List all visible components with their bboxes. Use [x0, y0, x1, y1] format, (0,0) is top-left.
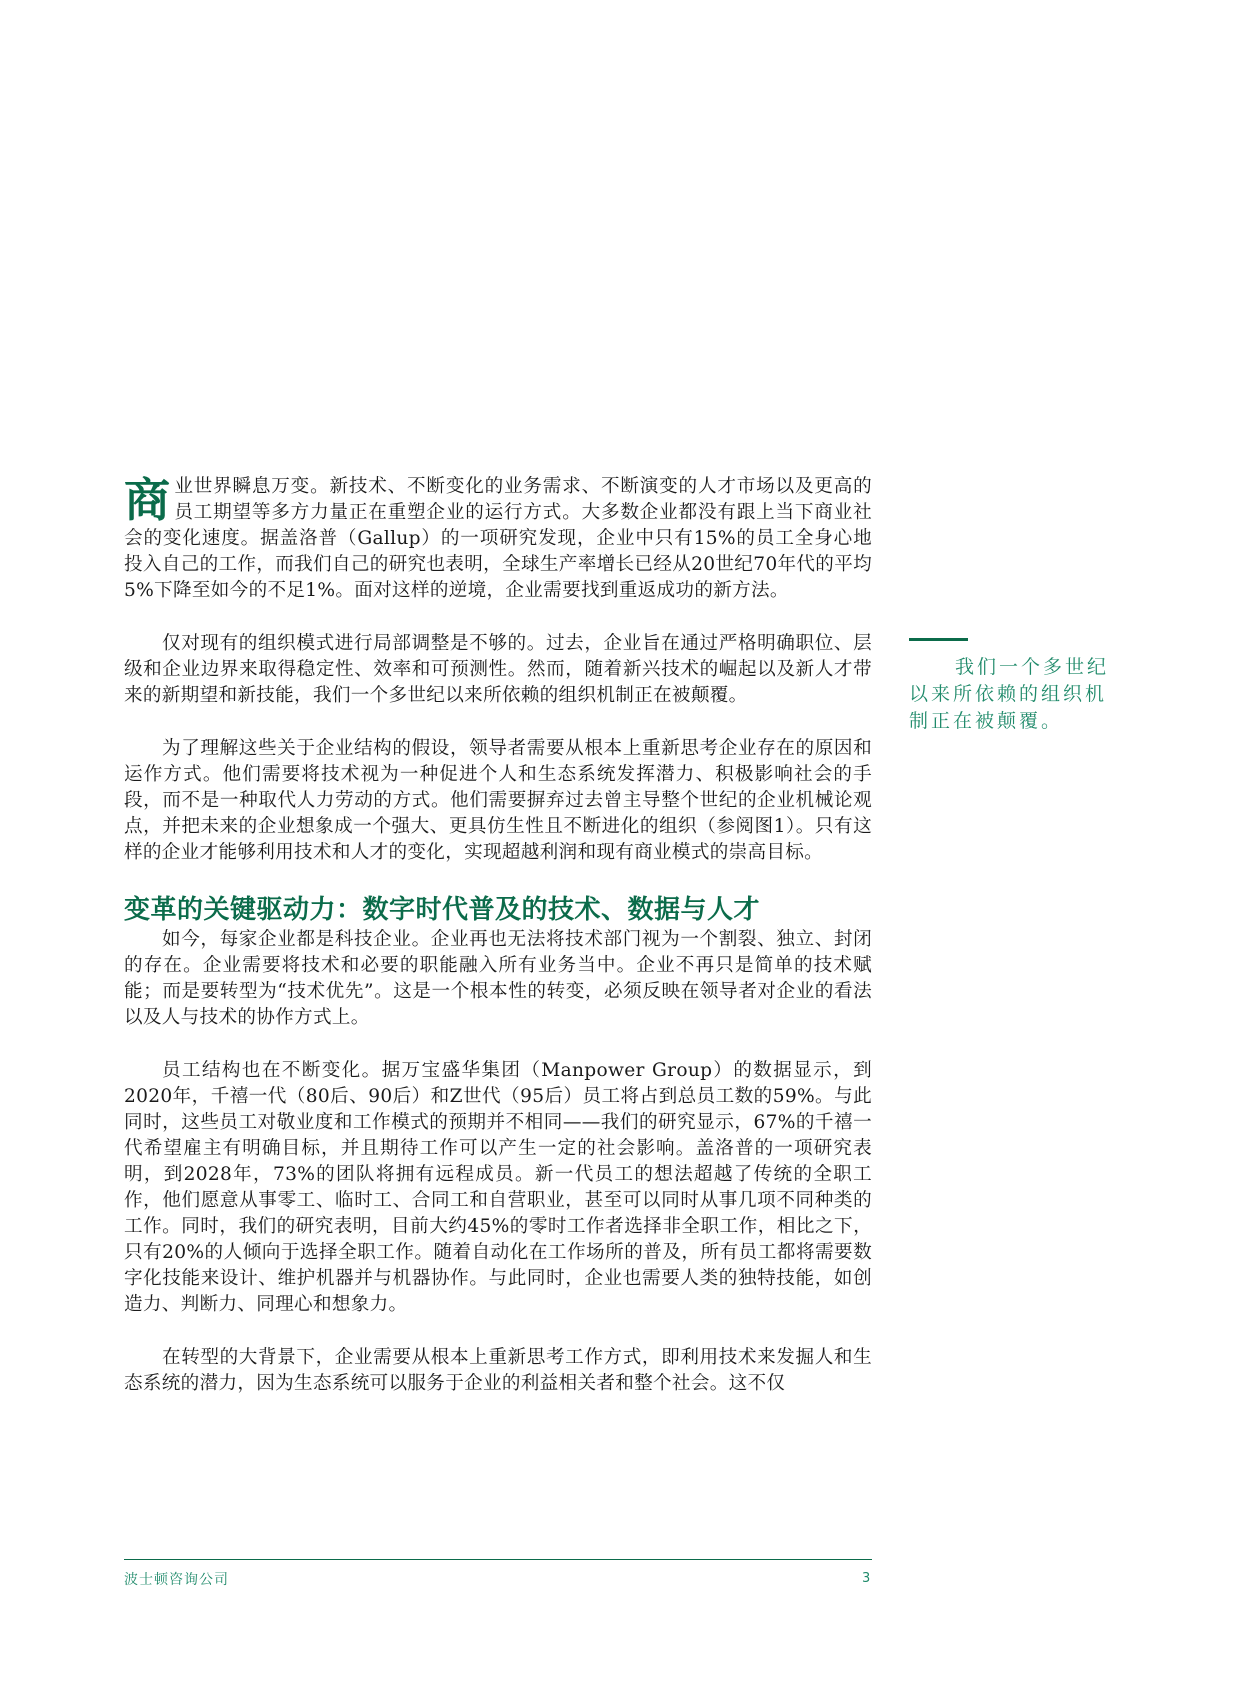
section-heading: 变革的关键驱动力：数字时代普及的技术、数据与人才	[124, 895, 761, 925]
page-number: 3	[862, 1571, 871, 1586]
drop-cap: 商	[124, 473, 171, 527]
paragraph-intro	[124, 474, 872, 604]
article-body	[124, 474, 872, 1424]
paragraph: 在转型的大背景下，企业需要从根本上重新思考工作方式，即利用技术来发掘人和生态系统的潜力，因为生态系统可以服务于企业的利益相关者和整个社会。这不仅	[124, 1347, 872, 1394]
footer-divider	[124, 1559, 872, 1560]
footer-company: 波士顿咨询公司	[124, 1572, 229, 1588]
paragraph-text: 业世界瞬息万变。新技术、不断变化的业务需求、不断演变的人才市场以及更高的员工期望等多方力量正在重塑企业的运行方式。大多数企业都没有跟上当下商业社会的变化速度。据盖洛普（Gallup）的一项研究发现，企业中只有15%的员工全身心地投入自己的工作，而我们自己的研究也表明，全球生产率增长已经从20世纪70年代的平均5%下降至如今的不足1%。面对这样的逆境，企业需要找到重返成功的新方法。	[124, 476, 872, 601]
pull-quote: 我们一个多世纪以来所依赖的组织机制正在被颠覆。	[909, 656, 1110, 732]
paragraph: 员工结构也在不断变化。据万宝盛华集团（Manpower Group）的数据显示，到2020年，千禧一代（80后、90后）和Z世代（95后）员工将占到总员工数的59%。与此同时，这些员工对敬业度和工作模式的预期并不相同——我们的研究显示，67%的千禧一代希望雇主有明确目标，并且期待工作可以产生一定的社会影响。盖洛普的一项研究表明，到2028年，73%的团队将拥有远程成员。新一代员工的想法超越了传统的全职工作，他们愿意从事零工、临时工、合同工和自营职业，甚至可以同时从事几项不同种类的工作。同时，我们的研究表明，目前大约45%的零时工作者选择非全职工作，相比之下，只有20%的人倾向于选择全职工作。随着自动化在工作场所的普及，所有员工都将需要数字化技能来设计、维护机器并与机器协作。与此同时，企业也需要人类的独特技能，如创造力、判断力、同理心和想象力。	[124, 1060, 872, 1315]
paragraph: 为了理解这些关于企业结构的假设，领导者需要从根本上重新思考企业存在的原因和运作方式。他们需要将技术视为一种促进个人和生态系统发挥潜力、积极影响社会的手段，而不是一种取代人力劳动的方式。他们需要摒弃过去曾主导整个世纪的企业机械论观点，并把未来的企业想象成一个强大、更具仿生性且不断进化的组织（参阅图1）。只有这样的企业才能够利用技术和人才的变化，实现超越利润和现有商业模式的崇高目标。	[124, 738, 872, 863]
pull-quote-rule	[909, 638, 968, 641]
paragraph: 仅对现有的组织模式进行局部调整是不够的。过去，企业旨在通过严格明确职位、层级和企业边界来取得稳定性、效率和可预测性。然而，随着新兴技术的崛起以及新人才带来的新期望和新技能，我们一个多世纪以来所依赖的组织机制正在被颠覆。	[124, 633, 872, 706]
paragraph: 如今，每家企业都是科技企业。企业再也无法将技术部门视为一个割裂、独立、封闭的存在。企业需要将技术和必要的职能融入所有业务当中。企业不再只是简单的技术赋能；而是要转型为“技术优先”。这是一个根本性的转变，必须反映在领导者对企业的看法以及人与技术的协作方式上。	[124, 929, 872, 1028]
